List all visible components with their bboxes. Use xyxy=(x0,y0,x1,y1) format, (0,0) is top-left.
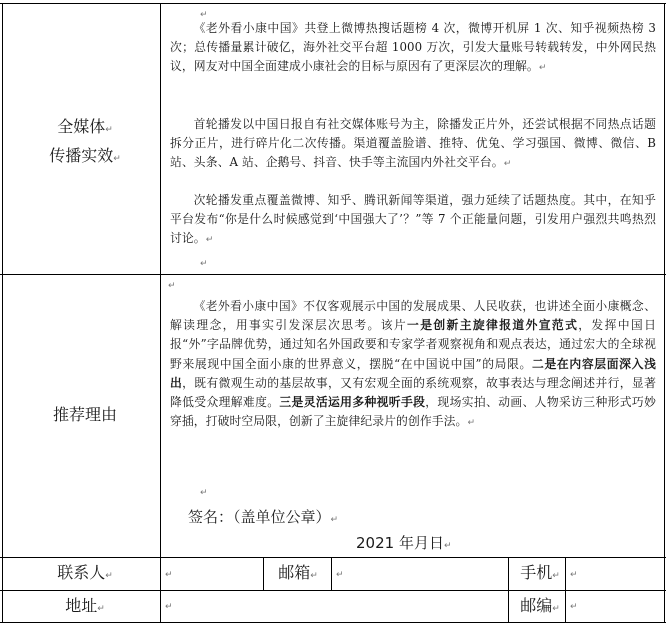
table-border-top xyxy=(0,3,666,4)
address-field[interactable]: ↵ xyxy=(165,602,173,612)
reason-point-1: 一是创新主旋律报道外宣范式 xyxy=(407,318,579,333)
postcode-field[interactable]: ↵ xyxy=(570,602,578,612)
email-field[interactable]: ↵ xyxy=(336,570,344,580)
table-border-right xyxy=(664,3,665,623)
contact-person-label: 联系人↵ xyxy=(57,563,113,582)
row-divider-2 xyxy=(0,557,666,558)
phone-field[interactable]: ↵ xyxy=(570,570,578,580)
address-label: 地址↵ xyxy=(65,596,105,615)
date-line: 2021 年月日↵ xyxy=(356,534,452,552)
contact-person-field[interactable]: ↵ xyxy=(165,570,173,580)
row-divider-1 xyxy=(0,274,666,275)
email-label: 邮箱↵ xyxy=(278,563,318,582)
reason-point-3: 三是灵活运用多种视听手段 xyxy=(279,395,426,410)
effect-paragraph-3: 次轮播发重点覆盖微博、知乎、腾讯新闻等渠道，强力延续了话题热度。其中，在知乎平台发布“你是什么时候感觉到‘中国强大了’？”等 7 个正能量问题，引发用户强烈共鸣热烈讨论。↵ xyxy=(170,193,656,246)
signature-line: 签名：（盖单位公章）↵ xyxy=(188,508,339,526)
table-border-bottom xyxy=(0,622,666,623)
paragraph-mark: ↵ xyxy=(200,10,208,20)
table-border-left xyxy=(2,3,3,623)
paragraph-mark: ↵ xyxy=(168,281,176,291)
row-divider-3 xyxy=(0,590,666,591)
effect-paragraph-1: 《老外看小康中国》共登上微博热搜话题榜 4 次，微博开机屏 1 次、知乎视频热榜 3 次；总传播量累计破亿，海外社交平台超 1000 万次，引发大量账号转载转发，中外网民热议，网友对中国全面建成小康社会的目标与原因有了更深层次的理解。↵ xyxy=(170,21,656,74)
label-column-divider xyxy=(160,3,161,623)
reason-paragraph: 《老外看小康中国》不仅客观展示中国的发展成果、人民收获，也讲述全面小康概念、解读理念，用事实引发深层次思考。该片一是创新主旋律报道外宣范式，发挥中国日报“外”字品牌优势，通过知名外国政要和专家学者观察视角和观点表达，通过宏大的全球视野来展现中国全面小康的世界意义，摆脱“在中国说中国”的局限。二是在内容层面深入浅出，既有微观生动的基层故事，又有宏观全面的系统观察，故事表达与理念阐述并行，显著降低受众理解难度。三是灵活运用多种视听手段，现场实拍、动画、人物采访三种形式巧妙穿插，打破时空局限，创新了主旋律纪录片的创作手法。↵ xyxy=(170,299,656,429)
phone-label: 手机↵ xyxy=(520,563,560,582)
paragraph-mark: ↵ xyxy=(200,259,208,269)
col-divider-a xyxy=(263,557,264,590)
col-divider-b xyxy=(331,557,332,590)
effect-paragraph-2: 首轮播发以中国日报自有社交媒体账号为主，除播发正片外，还尝试根据不同热点话题拆分正片，进行碎片化二次传播。渠道覆盖脸谱、推特、优兔、学习强国、微博、微信、B 站、头条、A 站、企鹅号、抖音、快手等主流国内外社交平台。↵ xyxy=(170,117,656,170)
postcode-label: 邮编↵ xyxy=(520,596,560,615)
paragraph-mark: ↵ xyxy=(200,488,208,498)
reason-label: 推荐理由 xyxy=(52,405,117,424)
reason-point-2: 二是在内容层面深入浅出 xyxy=(170,356,656,390)
effect-label: 全媒体↵ 传播实效↵ xyxy=(49,117,121,165)
